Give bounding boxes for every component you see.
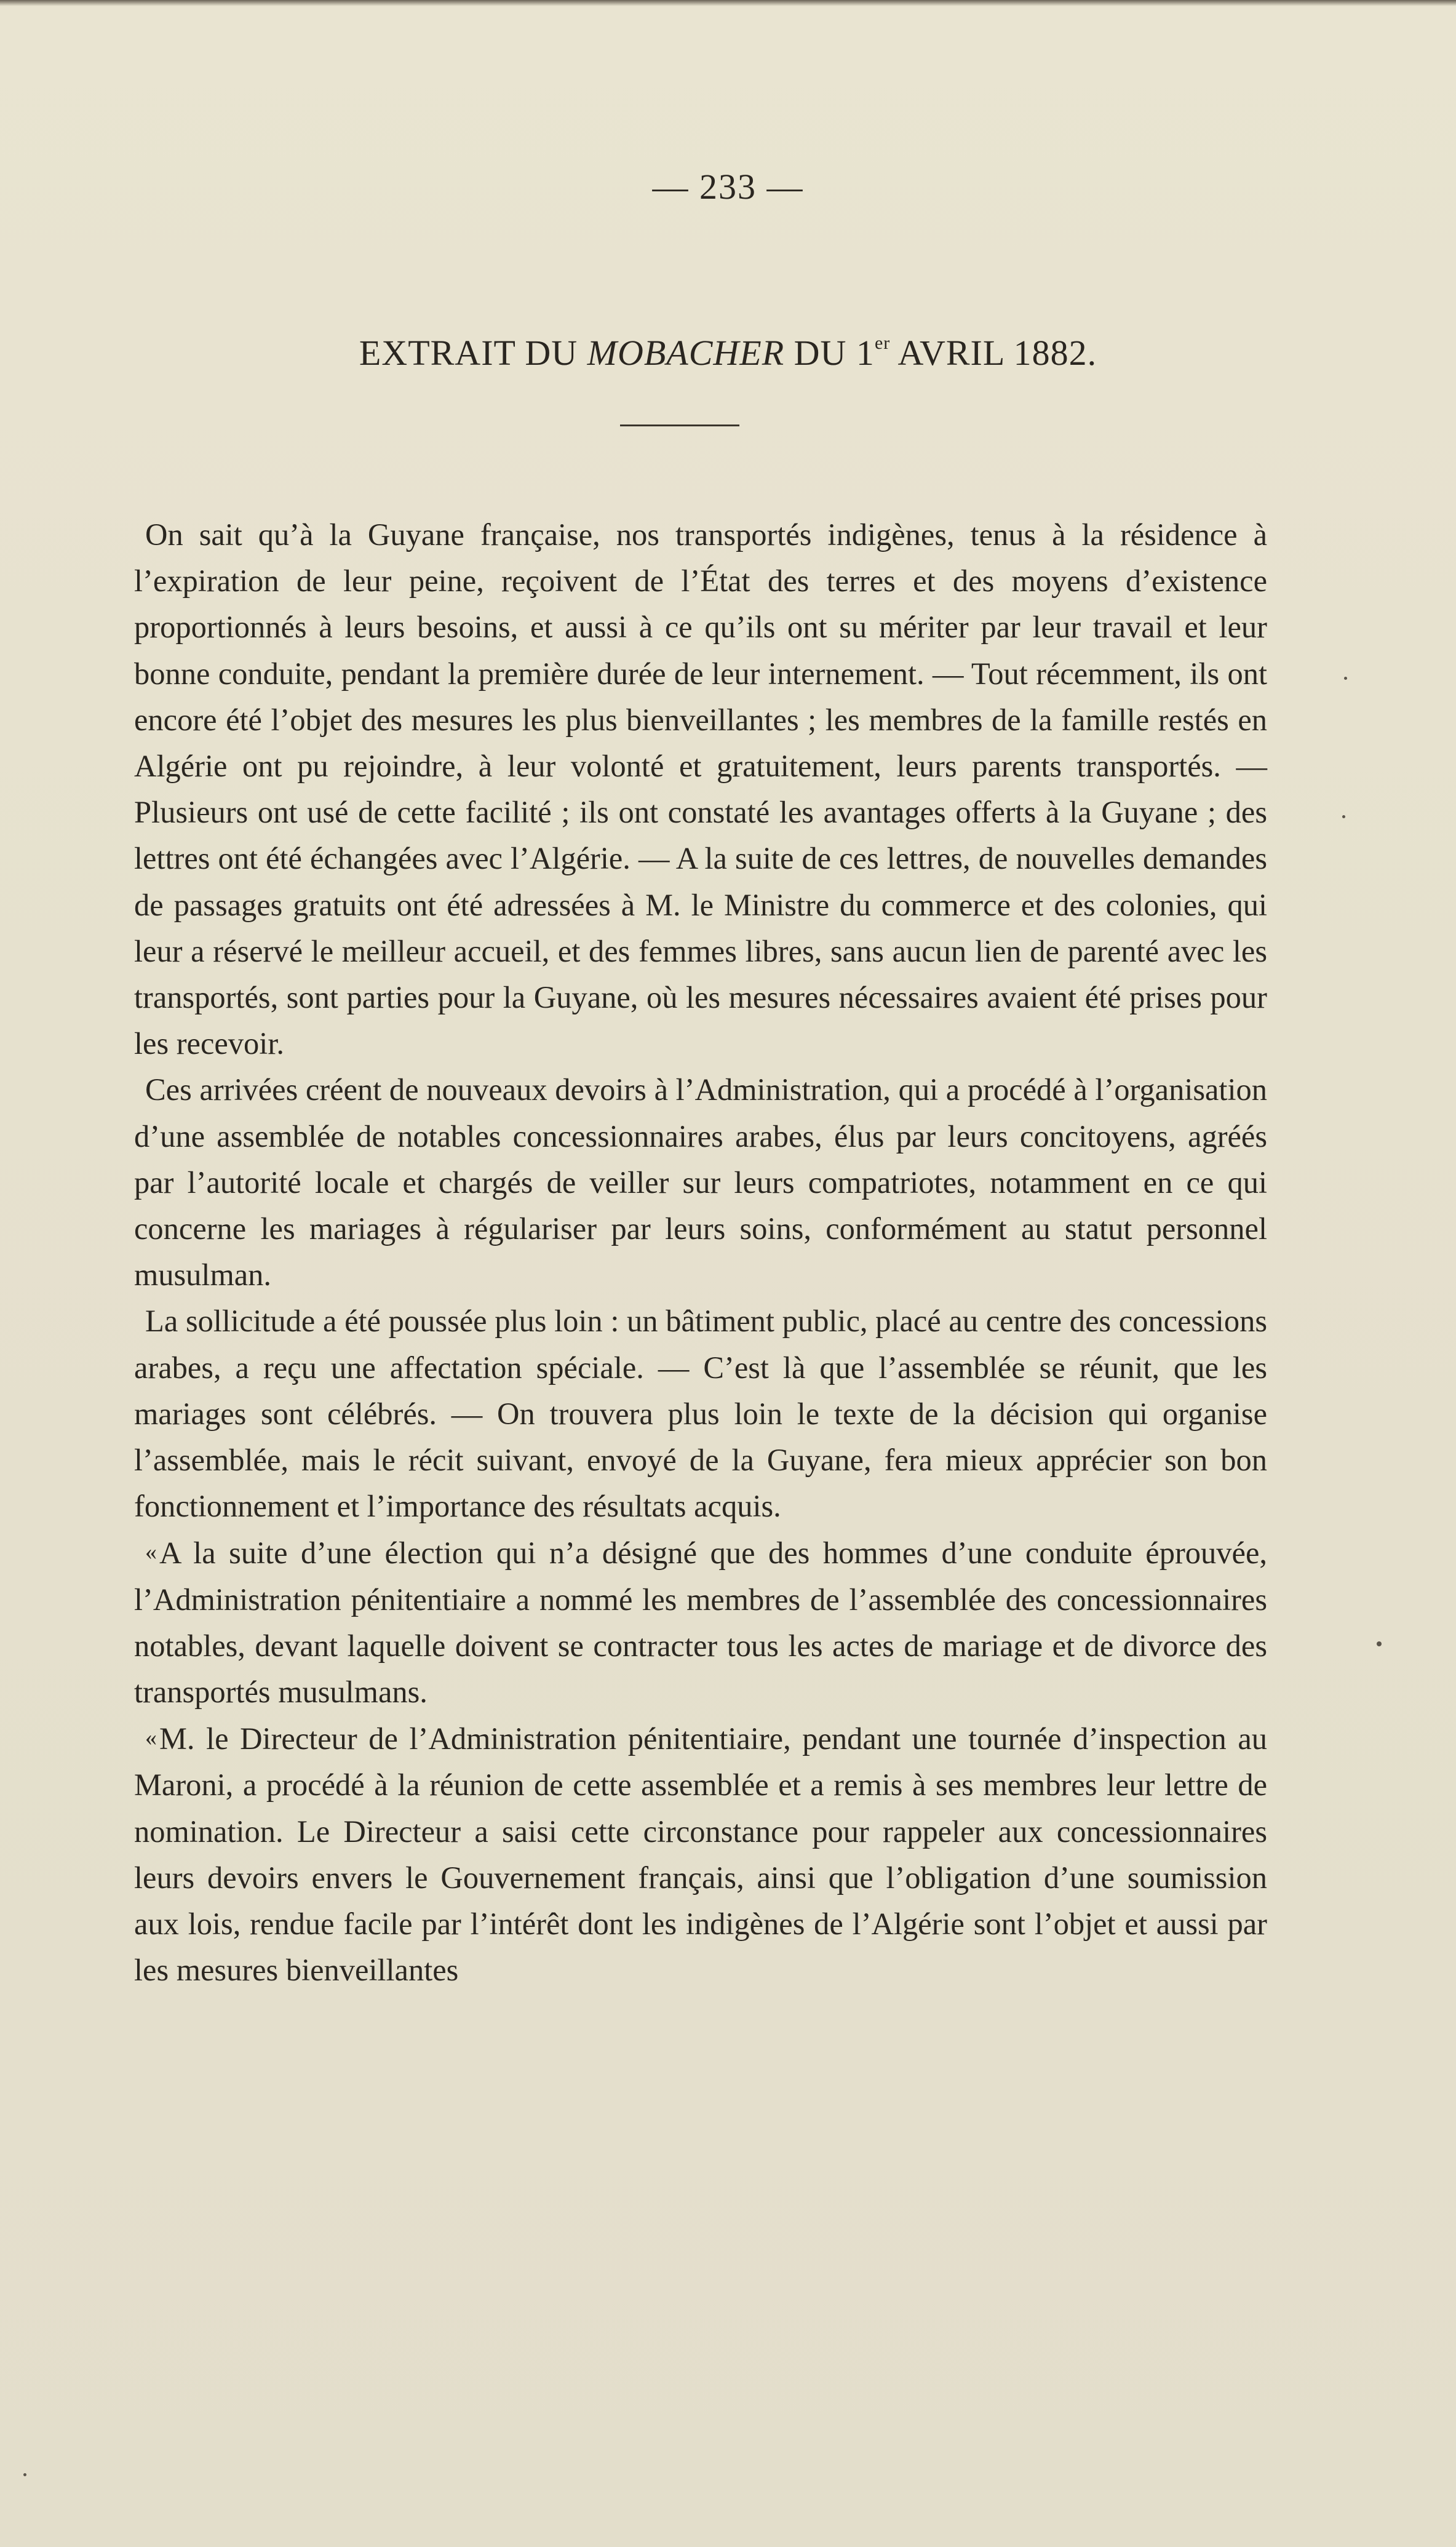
page-number: — 233 —	[652, 167, 804, 207]
quote-mark: «	[145, 1725, 157, 1752]
article-heading	[123, 332, 1333, 373]
heading-divider	[620, 424, 739, 426]
paper-speck	[1344, 677, 1347, 680]
paragraph-3: La sollicitude a été poussée plus loin : un bâtiment public, placé au centre des concessions arabes, a reçu une affectation spéciale. — C’est là que l’assemblée se réunit, que les mariages sont célébrés. — On trouvera plus loin le texte de la décision qui organise l’assemblée, mais le récit suivant, envoyé de la Guyane, fera mieux apprécier son bon fonctionnement et l’importance des résultats acquis.	[134, 1304, 1267, 1524]
paragraph-4	[134, 1529, 1267, 1715]
paper-speck	[1377, 1641, 1382, 1646]
paragraph-2: Ces arrivées créent de nouveaux devoirs à l’Administration, qui a procédé à l’organisation d’une assemblée de notables concessionnaires arabes, élus par leurs concitoyens, agréés par l’autorité locale et chargés de veiller sur leurs compatriotes, notamment en ce qui concerne les mariages à régulariser par leurs soins, conformément au statut personnel musulman.	[134, 1072, 1267, 1293]
heading-date-rest: AVRIL 1882.	[890, 333, 1097, 373]
heading-ordinal-suffix: er	[874, 333, 891, 353]
heading-newspaper-name: MOBACHER	[587, 333, 785, 373]
quote-mark: «	[145, 1539, 157, 1566]
paper-speck	[1342, 815, 1345, 818]
paragraph-5	[134, 1715, 1267, 1993]
paragraph-1: On sait qu’à la Guyane française, nos transportés indigènes, tenus à la résidence à l’expiration de leur peine, reçoivent de l’État des terres et des moyens d’existence proportionnés à leurs besoins, et aussi à ce qu’ils ont su mériter par leur travail et leur bonne conduite, pendant la première durée de leur internement. — Tout récemment, ils ont encore été l’objet des mesures les plus bienveillantes ; les membres de la famille restés en Algérie ont pu rejoindre, à leur volonté et gratuitement, leurs parents transportés. — Plusieurs ont usé de cette facilité ; ils ont constaté les avantages offerts à la Guyane ; des lettres ont été échangées avec l’Algérie. — A la suite de ces lettres, de nouvelles demandes de passages gratuits ont été adressées à M. le Ministre du commerce et des colonies, qui leur a réservé le meilleur accueil, et des femmes libres, sans aucun lien de parenté avec les transportés, sont parties pour la Guyane, où les mesures nécessaires avaient été prises pour les recevoir.	[134, 517, 1267, 1061]
paragraph-4-text: A la suite d’une élection qui n’a désigné que des hommes d’une conduite éprouvée, l’Administration pénitentiaire a nommé les membres de l’assemblée des concessionnaires notables, devant laquelle doivent se contracter tous les actes de mariage et de divorce des transportés musulmans.	[134, 1536, 1267, 1710]
paragraph-5-text: M. le Directeur de l’Administration pénitentiaire, pendant une tournée d’inspection au Maroni, a procédé à la réunion de cette assemblée et a remis à ses membres leur lettre de nomination. Le Directeur a saisi cette circonstance pour rappeler aux concessionnaires leurs devoirs envers le Gouvernement français, ainsi que l’obligation d’une soumission aux lois, rendue facile par l’intérêt dont les indigènes de l’Algérie sont l’objet et aussi par les mesures bienveillantes	[134, 1721, 1267, 1988]
heading-date-day: DU 1	[784, 333, 875, 373]
article-body	[134, 512, 1267, 1994]
page-top-edge	[0, 0, 1456, 6]
paper-speck	[23, 2473, 26, 2476]
heading-prefix: EXTRAIT DU	[359, 333, 587, 373]
